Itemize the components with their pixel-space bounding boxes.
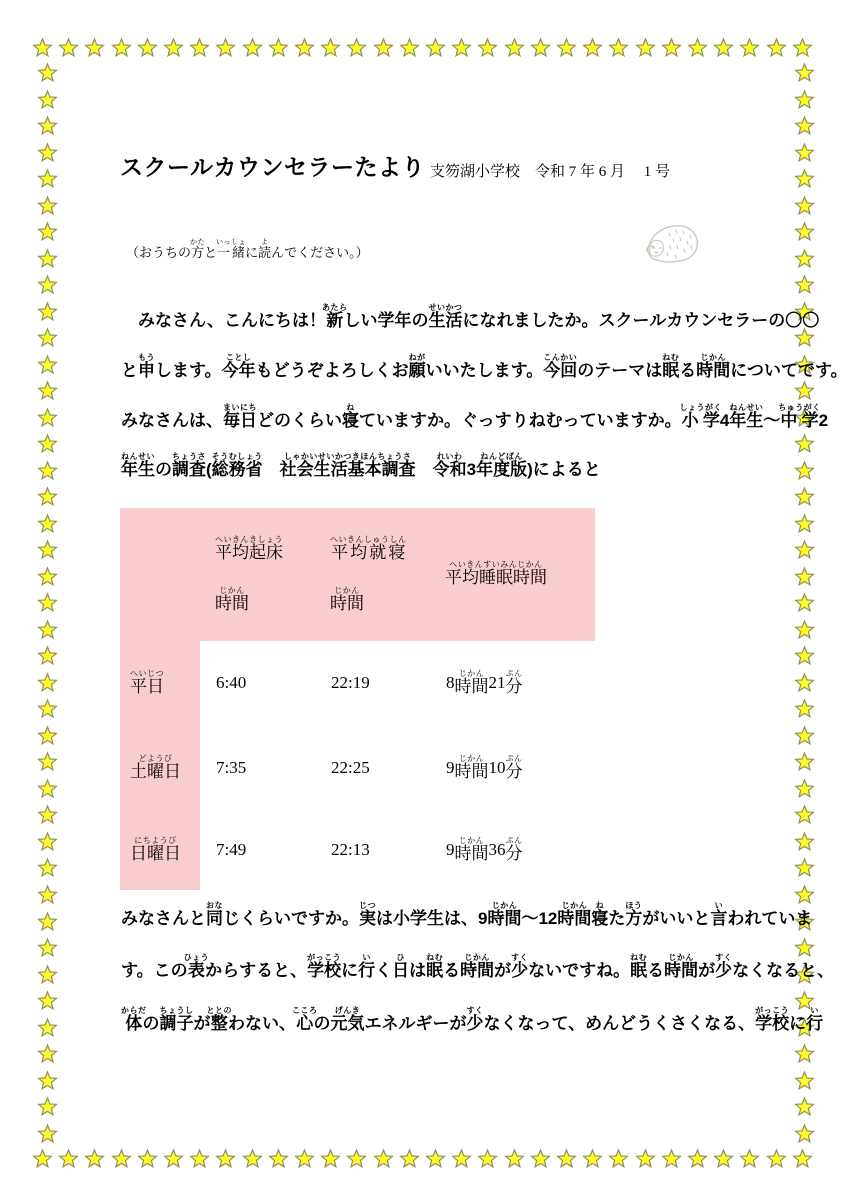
star-icon [37,62,58,83]
star-icon [37,778,58,799]
star-icon [582,37,603,58]
star-border-left [37,62,58,1144]
star-icon [687,1148,708,1169]
star-icon [37,433,58,454]
table-corner-cell [120,508,200,641]
saturday-bed-time: 22:25 [315,725,430,810]
star-icon [189,37,210,58]
star-icon [794,248,815,269]
star-icon [713,37,734,58]
star-icon [37,354,58,375]
star-icon [37,884,58,905]
star-icon [794,460,815,481]
star-icon [37,1017,58,1038]
star-icon [661,37,682,58]
star-icon [37,751,58,772]
star-icon [766,37,787,58]
star-icon [794,804,815,825]
star-icon [37,566,58,587]
star-icon [794,89,815,110]
star-icon [794,645,815,666]
body-line-2: す。この表ひょうからすると、学校がっこうに行いく日ひは眠ねむる時間じかんが少すくないですね。眠ねむる時間じかんが少すくなくなると、 [121,953,835,980]
star-icon [37,195,58,216]
star-icon [111,1148,132,1169]
star-border-top [32,37,813,58]
star-icon [794,62,815,83]
star-icon [37,486,58,507]
star-icon [794,566,815,587]
star-icon [425,1148,446,1169]
star-icon [766,1148,787,1169]
page-title: スクールカウンセラーたより [120,154,426,180]
star-icon [84,37,105,58]
issue-info: 支笏湖小学校 令和 7 年 6 月 1 号 [430,164,671,180]
star-icon [37,619,58,640]
star-icon [294,1148,315,1169]
intro-line-1: みなさん、こんにちは！新あたらしい学年の生活せいかつになれましたか。スクールカウンセラーの〇〇 [121,303,820,330]
star-icon [37,804,58,825]
star-icon [37,407,58,428]
star-icon [556,37,577,58]
star-icon [556,1148,577,1169]
star-icon [32,1148,53,1169]
star-icon [37,221,58,242]
star-icon [451,37,472,58]
star-icon [37,1096,58,1117]
star-icon [794,725,815,746]
star-icon [794,592,815,613]
star-icon [399,37,420,58]
star-icon [794,1070,815,1091]
star-icon [794,274,815,295]
saturday-wake-time: 7:35 [200,725,315,810]
weekday-sleep-duration: 8 時間じかん 21 分ぷん [430,641,595,725]
star-icon [373,37,394,58]
star-icon [37,937,58,958]
star-icon [635,37,656,58]
row-label-saturday: 土曜日どようび [120,725,200,810]
star-icon [794,115,815,136]
star-icon [582,1148,603,1169]
star-icon [713,1148,734,1169]
star-icon [794,751,815,772]
star-icon [37,1070,58,1091]
star-icon [37,274,58,295]
star-icon [794,672,815,693]
star-icon [794,831,815,852]
star-icon [792,1148,813,1169]
star-icon [163,1148,184,1169]
star-icon [794,619,815,640]
star-icon [163,37,184,58]
parent-note: （おうちの方かたと一緒いっしょに読よんでください。） [126,238,369,260]
star-icon [37,248,58,269]
star-icon [794,778,815,799]
star-icon [794,698,815,719]
star-icon [242,1148,263,1169]
star-icon [794,857,815,878]
star-icon [37,539,58,560]
star-icon [346,37,367,58]
star-icon [37,301,58,322]
sleep-survey-table [120,508,595,890]
star-icon [37,990,58,1011]
sunday-sleep-duration: 9 時間じかん 36 分ぷん [430,810,595,890]
star-icon [635,1148,656,1169]
intro-line-4: 年生ねんせいの調査ちょうさ(総務省そうむしょう 社会生活基本調査しゃかいせいかつきほんちょうさ 令和れいわ3年度版ねんどばん)によると [121,452,601,479]
star-icon [215,1148,236,1169]
col-header-bed-time: 平均就寝へいきんしゅうしん 時間じかん [315,508,430,641]
star-icon [37,698,58,719]
star-icon [58,1148,79,1169]
star-icon [608,37,629,58]
star-icon [504,37,525,58]
star-icon [58,37,79,58]
star-icon [794,168,815,189]
star-icon [373,1148,394,1169]
star-icon [294,37,315,58]
intro-line-2: と申もうします。今年ことしもどうぞよろしくお願ねがいいたします。今回こんかいのテーマは眠ねむる時間じかんについてです。 [121,353,848,380]
star-icon [215,37,236,58]
star-icon [425,37,446,58]
star-icon [37,168,58,189]
star-icon [346,1148,367,1169]
saturday-sleep-duration: 9 時間じかん 10 分ぷん [430,725,595,810]
star-icon [37,89,58,110]
star-icon [794,513,815,534]
star-icon [268,37,289,58]
star-icon [37,831,58,852]
row-label-weekday: 平日へいじつ [120,641,200,725]
star-icon [111,37,132,58]
star-icon [661,1148,682,1169]
intro-line-3: みなさんは、毎日まいにちどのくらい寝ねていますか。ぐっすりねむっていますか。小学しょうがく4年生ねんせい～中学ちゅうがく2 [121,403,829,430]
star-icon [37,592,58,613]
star-icon [37,725,58,746]
star-icon [477,1148,498,1169]
weekday-wake-time: 6:40 [200,641,315,725]
star-border-bottom [32,1148,813,1169]
star-icon [37,911,58,932]
weekday-bed-time: 22:19 [315,641,430,725]
star-icon [794,1096,815,1117]
star-icon [794,1043,815,1064]
star-icon [37,645,58,666]
star-icon [189,1148,210,1169]
star-icon [477,37,498,58]
star-icon [399,1148,420,1169]
star-icon [137,1148,158,1169]
star-icon [504,1148,525,1169]
sunday-bed-time: 22:13 [315,810,430,890]
star-icon [37,964,58,985]
star-icon [37,1043,58,1064]
star-icon [37,327,58,348]
row-label-sunday: 日曜日にちようび [120,810,200,890]
star-icon [530,1148,551,1169]
star-icon [687,37,708,58]
star-icon [794,539,815,560]
star-icon [37,1123,58,1144]
star-icon [268,1148,289,1169]
star-icon [37,380,58,401]
star-icon [242,37,263,58]
star-icon [451,1148,472,1169]
star-icon [37,142,58,163]
col-header-sleep-duration: 平均睡眠時間へいきんすいみんじかん [430,508,595,641]
star-icon [37,672,58,693]
col-header-wake-time: 平均起床へいきんきしょう 時間じかん [200,508,315,641]
star-icon [320,1148,341,1169]
star-icon [794,195,815,216]
star-icon [608,1148,629,1169]
star-icon [37,115,58,136]
star-icon [739,1148,760,1169]
star-icon [37,460,58,481]
star-border-right [794,62,815,1144]
star-icon [794,221,815,242]
star-icon [794,142,815,163]
star-icon [137,37,158,58]
star-icon [530,37,551,58]
star-icon [739,37,760,58]
star-icon [37,513,58,534]
star-icon [37,857,58,878]
star-icon [794,486,815,507]
star-icon [84,1148,105,1169]
body-line-3: 体からだの調子ちょうしが整ととのわない、心こころの元気げんきエネルギーが少すくなくなって、めんどうくさくなる、学校がっこうに行い [121,1006,824,1033]
star-icon [32,37,53,58]
seal-illustration [642,219,700,269]
star-icon [794,1123,815,1144]
star-icon [794,433,815,454]
star-icon [320,37,341,58]
sunday-wake-time: 7:49 [200,810,315,890]
body-line-1: みなさんと同おなじくらいですか。実じつは小学生は、9時間じかん～12時間じかん寝ねた方ほうがいいと言いわれていま [121,901,813,928]
star-icon [794,380,815,401]
star-icon [792,37,813,58]
